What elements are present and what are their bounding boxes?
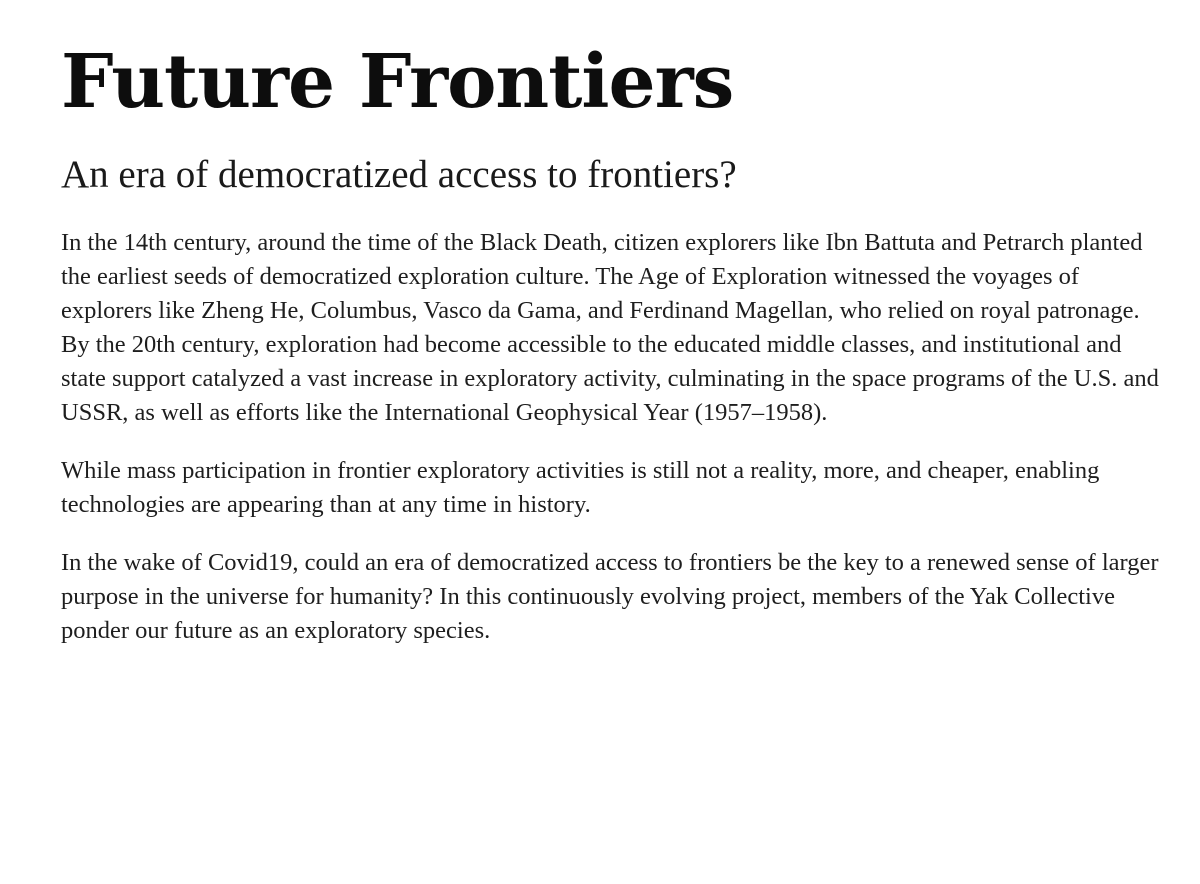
paragraph-history: In the 14th century, around the time of the Black Death, citizen explorers like Ibn Battuta and Petrarch planted the earliest seeds of democratized exploration culture. The Age of Exploration witnessed the voyages of explorers like Zheng He, Columbus, Vasco da Gama, and Ferdinand Magellan, who relied on royal patronage. By the 20th century, exploration had become accessible to the educated middle classes, and institutional and state support catalyzed a vast increase in exploratory activity, culminating in the space programs of the U.S. and USSR, as well as efforts like the International Geophysical Year (1957–1958).	[61, 229, 1159, 426]
article-body	[61, 226, 1160, 648]
paragraph-future: In the wake of Covid19, could an era of democratized access to frontiers be the key to a renewed sense of larger purpose in the universe for humanity? In this continuously evolving project, members of the Yak Collective ponder our future as an exploratory species.	[61, 549, 1159, 644]
paragraph-technology: While mass participation in frontier exploratory activities is still not a reality, more, and cheaper, enabling technologies are appearing than at any time in history.	[61, 457, 1100, 518]
page-subtitle: An era of democratized access to frontiers?	[61, 153, 737, 196]
page-title: Future Frontiers	[61, 39, 734, 125]
